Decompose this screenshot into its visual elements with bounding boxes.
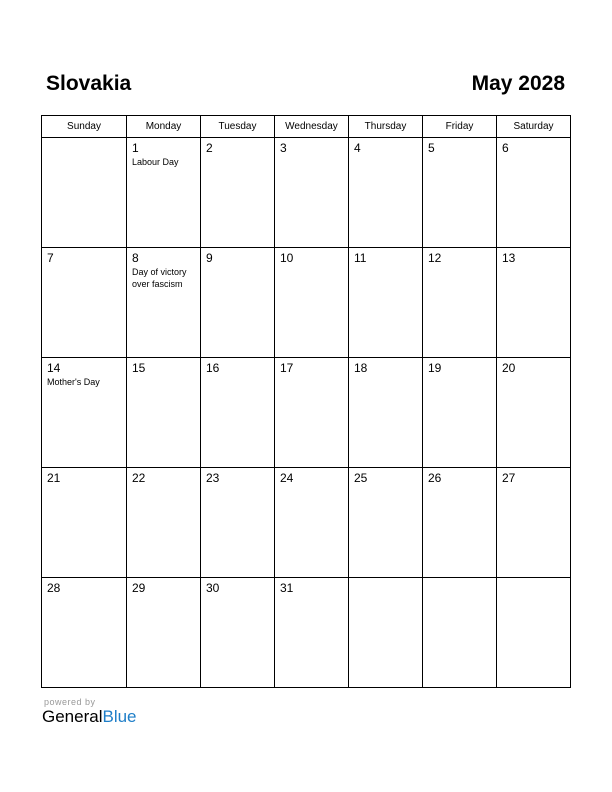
day-number: 11	[354, 251, 367, 265]
day-number: 26	[428, 471, 442, 485]
calendar-grid	[41, 115, 571, 688]
weekday-header: Friday	[423, 116, 497, 138]
month-title: May 2028	[471, 72, 565, 95]
weekday-header: Wednesday	[275, 116, 349, 138]
weekday-header: Monday	[127, 116, 201, 138]
day-cell	[423, 468, 497, 578]
day-cell	[201, 138, 275, 248]
week-row	[42, 248, 571, 358]
day-cell	[275, 358, 349, 468]
day-cell	[42, 468, 127, 578]
day-number: 4	[354, 141, 361, 155]
day-number: 21	[47, 471, 61, 485]
brand-general: General	[42, 707, 103, 726]
day-number: 7	[47, 251, 54, 265]
day-number: 31	[280, 581, 294, 595]
holiday-label: Day of victory over fascism	[132, 267, 187, 289]
day-cell	[201, 578, 275, 688]
day-number: 10	[280, 251, 294, 265]
day-cell	[349, 578, 423, 688]
holiday-label: Labour Day	[132, 157, 179, 167]
day-number: 14	[47, 361, 61, 375]
day-cell	[349, 358, 423, 468]
day-number: 9	[206, 251, 213, 265]
day-cell	[127, 468, 201, 578]
day-cell	[275, 578, 349, 688]
day-cell	[127, 248, 201, 358]
day-cell	[497, 358, 571, 468]
day-cell	[349, 138, 423, 248]
day-cell	[423, 358, 497, 468]
day-cell	[201, 468, 275, 578]
day-number: 27	[502, 471, 516, 485]
day-cell	[423, 578, 497, 688]
day-number: 19	[428, 361, 442, 375]
country-title: Slovakia	[46, 72, 132, 95]
day-cell	[423, 248, 497, 358]
weekday-header: Saturday	[497, 116, 571, 138]
week-row	[42, 138, 571, 248]
weekday-header: Tuesday	[201, 116, 275, 138]
day-number: 23	[206, 471, 220, 485]
day-cell	[497, 248, 571, 358]
day-cell	[42, 358, 127, 468]
day-number: 8	[132, 251, 139, 265]
day-cell	[497, 578, 571, 688]
holiday-label: Mother's Day	[47, 377, 100, 387]
day-number: 5	[428, 141, 435, 155]
day-number: 12	[428, 251, 442, 265]
day-cell	[423, 138, 497, 248]
weekday-header: Thursday	[349, 116, 423, 138]
day-number: 28	[47, 581, 61, 595]
day-number: 24	[280, 471, 294, 485]
day-number: 18	[354, 361, 368, 375]
day-number: 1	[132, 141, 139, 155]
day-cell	[201, 358, 275, 468]
weekday-header: Sunday	[42, 116, 127, 138]
day-number: 6	[502, 141, 509, 155]
day-cell	[349, 468, 423, 578]
day-number: 16	[206, 361, 220, 375]
day-number: 25	[354, 471, 368, 485]
day-cell	[275, 468, 349, 578]
generalblue-logo[interactable]	[42, 707, 137, 727]
day-cell	[42, 138, 127, 248]
day-number: 15	[132, 361, 146, 375]
brand-blue: Blue	[102, 707, 137, 726]
day-number: 2	[206, 141, 213, 155]
day-number: 13	[502, 251, 516, 265]
day-cell	[127, 578, 201, 688]
day-cell	[497, 468, 571, 578]
week-row	[42, 468, 571, 578]
day-cell	[127, 358, 201, 468]
day-cell	[127, 138, 201, 248]
week-row	[42, 358, 571, 468]
day-number: 20	[502, 361, 516, 375]
day-number: 17	[280, 361, 294, 375]
powered-by-label: powered by	[44, 697, 96, 707]
day-cell	[201, 248, 275, 358]
day-cell	[42, 248, 127, 358]
day-cell	[275, 138, 349, 248]
day-number: 29	[132, 581, 146, 595]
day-number: 3	[280, 141, 287, 155]
day-cell	[275, 248, 349, 358]
day-cell	[42, 578, 127, 688]
week-row	[42, 578, 571, 688]
day-number: 22	[132, 471, 146, 485]
day-cell	[349, 248, 423, 358]
day-cell	[497, 138, 571, 248]
day-number: 30	[206, 581, 220, 595]
